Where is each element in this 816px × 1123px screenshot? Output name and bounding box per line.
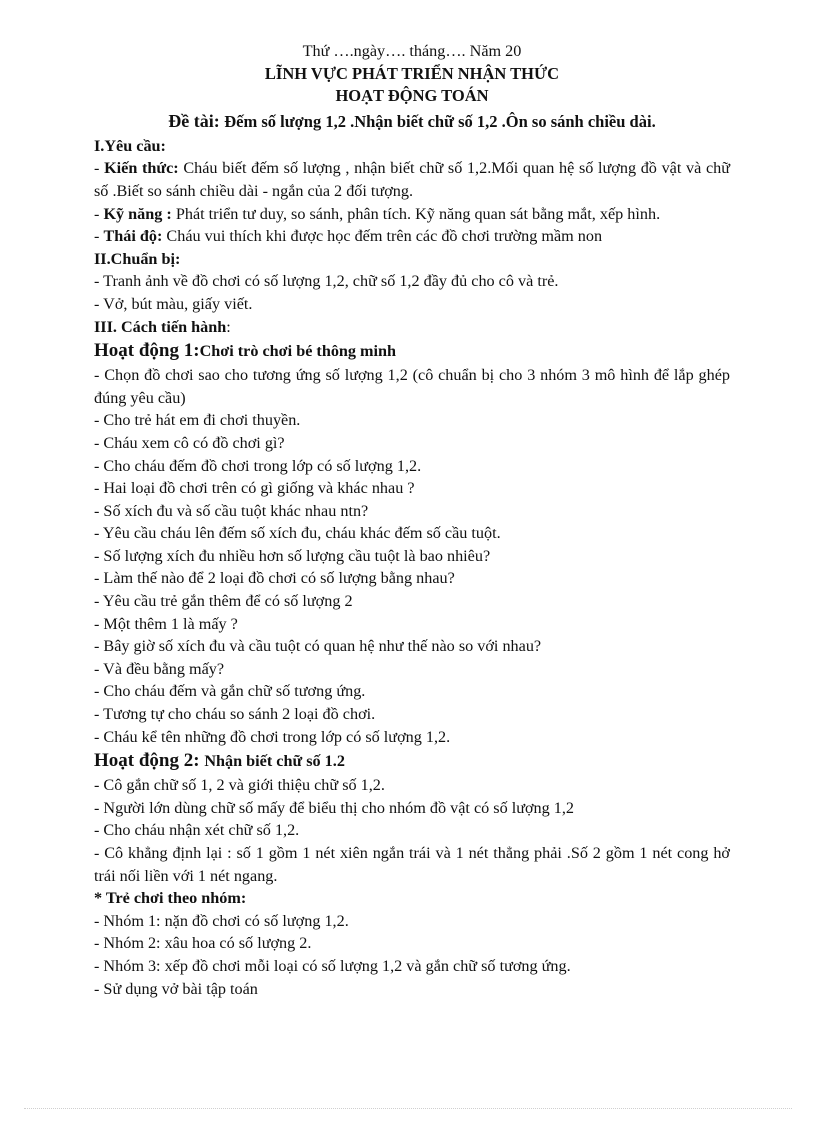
activity1-name: Chơi trò chơi bé thông minh [199,342,397,361]
list-item: - Chọn đồ chơi sao cho tương ứng số lượng 1,2 (cô chuẩn bị cho 3 nhóm 3 mô hình để lắp ghép đúng yêu cầu) [94,366,730,407]
list-item: - Bây giờ số xích đu và cầu tuột có quan hệ như thế nào so với nhau? [94,637,542,656]
page-bottom-divider [24,1108,792,1109]
list-item: - Cô khẳng định lại : số 1 gồm 1 nét xiên ngắn trái và 1 nét thẳng phải .Số 2 gồm 1 nét cong hở trái nối liền với 1 nét ngang. [94,844,730,885]
topic-line [94,108,730,135]
list-item: - Vở, bút màu, giấy viết. [94,294,253,313]
list-item: - Người lớn dùng chữ số mấy để biểu thị cho nhóm đồ vật có số lượng 1,2 [94,798,575,817]
date-line: Thứ ….ngày…. tháng…. Năm 20 [302,42,522,60]
list-item: - Cháu kể tên những đồ chơi trong lớp có số lượng 1,2. [94,727,451,746]
attitude-label: Thái độ: [103,227,163,246]
field-title: LĨNH VỰC PHÁT TRIỂN NHẬN THỨC [264,63,560,83]
list-item: - Số lượng xích đu nhiều hơn số lượng cầu tuột là bao nhiêu? [94,546,491,565]
list-item: - Số xích đu và số cầu tuột khác nhau ntn? [94,501,369,520]
list-item: - Tương tự cho cháu so sánh 2 loại đồ chơi. [94,705,376,724]
list-item: - Sử dụng vở bài tập toán [94,979,258,998]
activity1-label: Hoạt động 1: [94,340,200,362]
topic-text: Đếm số lượng 1,2 .Nhận biết chữ số 1,2 .Ôn so sánh chiều dài. [224,111,656,131]
list-item: - Nhóm 2: xâu hoa có số lượng 2. [94,934,312,953]
topic-label: Đề tài: [168,110,220,131]
attitude-text: Cháu vui thích khi được học đếm trên các đồ chơi trường mầm non [166,227,603,246]
attitude-paragraph: - Thái độ: Cháu vui thích khi được học đếm trên các đồ chơi trường mầm non [94,227,603,246]
list-item: - Yêu cầu trẻ gắn thêm để có số lượng 2 [94,592,353,611]
activity2-name: Nhận biết chữ số 1.2 [204,752,345,771]
activity2-heading [94,748,730,774]
knowledge-label: Kiến thức: [104,159,179,178]
knowledge-paragraph: - Kiến thức: Cháu biết đếm số lượng , nhận biết chữ số 1,2.Mối quan hệ số lượng đồ vật và chữ số .Biết so sánh chiều dài - ngắn của 2 đối tượng. [94,159,731,200]
skill-text: Phát triển tư duy, so sánh, phân tích. Kỹ năng quan sát bằng mắt, xếp hình. [175,204,661,223]
section1-title: I.Yêu cầu: [94,136,166,155]
list-item: - Và đều bằng mấy? [94,659,225,678]
activity1-heading [94,338,730,364]
list-item: - Yêu cầu cháu lên đếm số xích đu, cháu khác đếm số cầu tuột. [94,524,501,543]
knowledge-text: Cháu biết đếm số lượng , nhận biết chữ số 1,2.Mối quan hệ số lượng đồ vật và chữ số .Biết so sánh chiều dài - ngắn của 2 đối tượng. [94,159,731,200]
list-item: - Cho cháu đếm và gắn chữ số tương ứng. [94,682,366,701]
list-item: - Làm thế nào để 2 loại đồ chơi có số lượng bằng nhau? [94,569,455,588]
list-item: - Một thêm 1 là mấy ? [94,614,238,633]
activity2-label: Hoạt động 2: [94,750,200,772]
group-game-title: * Trẻ chơi theo nhóm: [94,889,247,908]
list-item: - Nhóm 3: xếp đồ chơi mỗi loại có số lượng 1,2 và gắn chữ số tương ứng. [94,956,571,975]
document-page [94,40,730,1000]
skill-label: Kỹ năng : [103,204,172,223]
skill-paragraph: - Kỹ năng : Phát triển tư duy, so sánh, phân tích. Kỹ năng quan sát bằng mắt, xếp hình. [94,204,661,223]
list-item: - Cô gắn chữ số 1, 2 và giới thiệu chữ số 1,2. [94,776,385,795]
section2-title: II.Chuẩn bị: [94,249,181,268]
list-item: - Nhóm 1: nặn đồ chơi có số lượng 1,2. [94,911,349,930]
list-item: - Cho cháu nhận xét chữ số 1,2. [94,821,300,840]
section3-title: III. Cách tiến hành: [94,317,231,336]
list-item: - Tranh ảnh về đồ chơi có số lượng 1,2, chữ số 1,2 đầy đủ cho cô và trẻ. [94,272,559,291]
list-item: - Cho cháu đếm đồ chơi trong lớp có số lượng 1,2. [94,456,422,475]
list-item: - Cháu xem cô có đồ chơi gì? [94,433,285,452]
activity-title: HOẠT ĐỘNG TOÁN [335,86,489,106]
list-item: - Hai loại đồ chơi trên có gì giống và khác nhau ? [94,479,415,498]
list-item: - Cho trẻ hát em đi chơi thuyền. [94,411,301,430]
